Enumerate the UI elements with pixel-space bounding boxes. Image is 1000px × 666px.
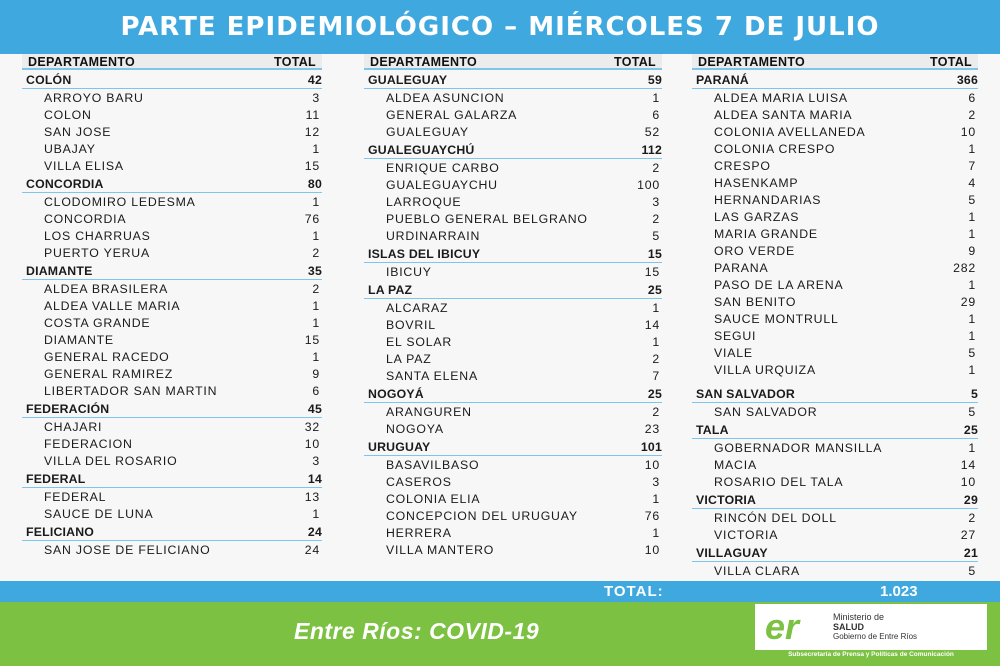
header-departamento: DEPARTAMENTO [28,55,136,69]
locality-name: VILLA MANTERO [386,542,495,557]
locality-row [692,140,978,157]
locality-row [692,157,978,174]
locality-count: 7 [968,158,976,173]
locality-name: MACIA [714,457,757,472]
department-name: VILLAGUAY [696,545,768,560]
logo-line-1: Ministerio de [833,612,885,622]
locality-row [22,348,322,365]
locality-row [692,562,978,579]
column-header [692,54,978,70]
locality-name: CLODOMIRO LEDESMA [44,194,196,209]
locality-row [22,331,322,348]
department-name: CONCORDIA [26,176,104,191]
locality-row [364,227,662,244]
locality-count: 1 [652,491,660,506]
locality-count: 10 [960,474,976,489]
locality-count: 1 [968,226,976,241]
department-row [22,262,322,280]
locality-count: 7 [652,368,660,383]
locality-count: 4 [968,175,976,190]
locality-name: ARROYO BARU [44,90,144,105]
locality-name: EL SOLAR [386,334,453,349]
locality-name: GOBERNADOR MANSILLA [714,440,883,455]
locality-count: 1 [968,277,976,292]
locality-name: PARANA [714,260,769,275]
locality-row [364,333,662,350]
locality-name: VILLA ELISA [44,158,124,173]
locality-count: 2 [652,211,660,226]
locality-row [692,344,978,361]
locality-name: ROSARIO DEL TALA [714,474,844,489]
department-total: 42 [307,72,322,87]
locality-count: 1 [968,362,976,377]
locality-name: BOVRIL [386,317,436,332]
locality-count: 23 [644,421,660,436]
title-banner [0,0,1000,54]
locality-count: 27 [960,527,976,542]
locality-count: 1 [968,209,976,224]
locality-row [22,418,322,435]
locality-name: RINCÓN DEL DOLL [714,510,837,525]
department-row [692,544,978,562]
locality-count: 3 [652,194,660,209]
locality-name: COLONIA AVELLANEDA [714,124,866,139]
department-name: GUALEGUAY [368,72,448,87]
department-total: 24 [307,524,322,539]
er-logo-mark: er [765,606,800,647]
locality-count: 76 [304,211,320,226]
footer-tagline: Entre Ríos: COVID-19 [294,618,540,644]
locality-row [22,365,322,382]
locality-name: SAUCE DE LUNA [44,506,154,521]
locality-name: ENRIQUE CARBO [386,160,500,175]
locality-name: GUALEGUAY [386,124,469,139]
locality-row [692,526,978,543]
locality-name: GENERAL RACEDO [44,349,170,364]
locality-name: PUERTO YERUA [44,245,150,260]
column-header [22,54,322,70]
locality-row [692,293,978,310]
locality-name: COSTA GRANDE [44,315,151,330]
department-name: URUGUAY [368,439,431,454]
locality-row [692,225,978,242]
department-row [692,71,978,89]
locality-count: 5 [968,563,976,578]
department-total: 21 [963,545,978,560]
locality-count: 1 [968,440,976,455]
department-row [364,438,662,456]
department-total: 25 [647,386,662,401]
locality-name: CRESPO [714,158,771,173]
locality-name: ALCARAZ [386,300,449,315]
locality-row [692,259,978,276]
locality-name: SAN JOSE DE FELICIANO [44,542,211,557]
header-total: TOTAL [273,55,316,69]
locality-name: ALDEA MARIA LUISA [714,90,848,105]
locality-count: 1 [312,194,320,209]
locality-row [364,367,662,384]
locality-row [22,297,322,314]
locality-row [364,316,662,333]
locality-row [22,435,322,452]
locality-name: FEDERACION [44,436,133,451]
department-name: FEDERACIÓN [26,401,110,416]
locality-row [364,473,662,490]
department-row [364,71,662,89]
locality-count: 2 [312,281,320,296]
locality-row [364,456,662,473]
department-total: 25 [963,422,978,437]
locality-row [364,403,662,420]
locality-name: UBAJAY [44,141,96,156]
department-row [22,470,322,488]
locality-count: 1 [652,334,660,349]
locality-count: 24 [304,542,320,557]
locality-count: 1 [652,525,660,540]
locality-row [364,490,662,507]
department-row [364,281,662,299]
locality-name: COLON [44,107,92,122]
locality-name: HERRERA [386,525,452,540]
locality-row [22,488,322,505]
locality-count: 14 [960,457,976,472]
locality-name: VILLA DEL ROSARIO [44,453,178,468]
locality-row [364,210,662,227]
locality-count: 32 [304,419,320,434]
locality-count: 5 [968,192,976,207]
locality-row [22,314,322,331]
locality-name: CONCORDIA [44,211,127,226]
department-name: COLÓN [26,72,72,87]
locality-count: 2 [652,404,660,419]
locality-count: 14 [644,317,660,332]
locality-name: GUALEGUAYCHU [386,177,498,192]
department-total: 101 [640,439,662,454]
locality-row [22,193,322,210]
locality-count: 1 [652,90,660,105]
locality-row [692,106,978,123]
department-total: 59 [647,72,662,87]
logo-strip: Subsecretaría de Prensa y Políticas de Comunicación [755,650,987,660]
locality-count: 10 [644,542,660,557]
locality-name: HASENKAMP [714,175,799,190]
locality-row [22,541,322,558]
locality-count: 1 [312,298,320,313]
logo-line-2: SALUD [833,622,864,632]
column-1 [22,54,322,558]
locality-name: CONCEPCION DEL URUGUAY [386,508,578,523]
locality-count: 15 [304,332,320,347]
locality-count: 1 [968,328,976,343]
locality-count: 76 [644,508,660,523]
locality-count: 9 [968,243,976,258]
locality-name: SAN JOSE [44,124,112,139]
locality-count: 5 [652,228,660,243]
department-row [22,400,322,418]
locality-count: 10 [960,124,976,139]
locality-name: GENERAL GALARZA [386,107,518,122]
locality-row [364,263,662,280]
locality-row [692,456,978,473]
locality-row [364,193,662,210]
locality-name: BASAVILBASO [386,457,480,472]
locality-count: 3 [312,90,320,105]
department-total: 15 [647,246,662,261]
locality-name: DIAMANTE [44,332,114,347]
department-name: GUALEGUAYCHÚ [368,142,475,157]
locality-name: SANTA ELENA [386,368,478,383]
locality-count: 2 [968,510,976,525]
locality-row [22,382,322,399]
locality-count: 52 [644,124,660,139]
logo-line-3: Gobierno de Entre Ríos [833,632,918,641]
department-name: DIAMANTE [26,263,93,278]
locality-row [692,327,978,344]
locality-name: SAN BENITO [714,294,797,309]
department-row [692,385,978,403]
locality-name: FEDERAL [44,489,107,504]
locality-row [364,89,662,106]
locality-name: ORO VERDE [714,243,795,258]
header-total: TOTAL [613,55,656,69]
locality-row [692,361,978,378]
locality-row [692,191,978,208]
locality-name: VICTORIA [714,527,779,542]
total-bar [0,581,1000,602]
locality-count: 1 [968,311,976,326]
locality-name: SAUCE MONTRULL [714,311,839,326]
department-row [692,421,978,439]
department-name: FEDERAL [26,471,86,486]
locality-name: VILLA CLARA [714,563,801,578]
locality-row [364,106,662,123]
department-name: FELICIANO [26,524,95,539]
locality-count: 2 [312,245,320,260]
locality-count: 2 [968,107,976,122]
department-name: ISLAS DEL IBICUY [368,246,481,261]
locality-count: 13 [304,489,320,504]
locality-count: 2 [652,351,660,366]
locality-count: 1 [312,315,320,330]
department-row [22,523,322,541]
locality-row [22,140,322,157]
locality-count: 10 [304,436,320,451]
locality-count: 15 [644,264,660,279]
locality-row [692,123,978,140]
locality-row [692,174,978,191]
locality-name: ALDEA VALLE MARIA [44,298,181,313]
department-row [22,175,322,193]
total-label: TOTAL: [604,583,664,600]
locality-row [692,276,978,293]
locality-name: ARANGUREN [386,404,472,419]
locality-name: CHAJARI [44,419,103,434]
locality-name: LAS GARZAS [714,209,800,224]
locality-count: 15 [304,158,320,173]
locality-name: ALDEA SANTA MARIA [714,107,853,122]
total-value: 1.023 [880,583,918,600]
department-total: 45 [307,401,322,416]
locality-name: URDINARRAIN [386,228,481,243]
locality-name: PUEBLO GENERAL BELGRANO [386,211,588,226]
locality-count: 5 [968,404,976,419]
column-3 [692,54,978,596]
locality-row [364,176,662,193]
locality-count: 1 [312,506,320,521]
locality-row [692,439,978,456]
locality-count: 1 [652,300,660,315]
locality-count: 11 [305,107,320,122]
locality-row [364,541,662,558]
page-title: PARTE EPIDEMIOLÓGICO – MIÉRCOLES 7 DE JULIO [120,12,880,42]
locality-name: COLONIA CRESPO [714,141,836,156]
locality-name: IBICUY [386,264,432,279]
department-name: SAN SALVADOR [696,386,795,401]
locality-name: LOS CHARRUAS [44,228,151,243]
locality-row [692,242,978,259]
locality-count: 12 [304,124,320,139]
header-departamento: DEPARTAMENTO [698,55,806,69]
locality-count: 100 [637,177,660,192]
department-total: 14 [307,471,322,486]
locality-count: 29 [960,294,976,309]
locality-row [364,159,662,176]
locality-row [692,509,978,526]
locality-row [22,505,322,522]
department-total: 366 [956,72,978,87]
locality-name: LIBERTADOR SAN MARTIN [44,383,218,398]
department-total: 29 [963,492,978,507]
column-2 [364,54,662,558]
locality-count: 1 [968,141,976,156]
locality-count: 10 [644,457,660,472]
locality-count: 6 [312,383,320,398]
header-total: TOTAL [929,55,972,69]
header-departamento: DEPARTAMENTO [370,55,478,69]
locality-row [22,280,322,297]
locality-count: 2 [652,160,660,175]
locality-name: ALDEA BRASILERA [44,281,169,296]
department-row [22,71,322,89]
locality-row [364,524,662,541]
locality-row [364,420,662,437]
locality-count: 1 [312,228,320,243]
locality-name: ALDEA ASUNCION [386,90,505,105]
locality-count: 6 [968,90,976,105]
department-row [364,141,662,159]
locality-name: SEGUI [714,328,757,343]
locality-name: HERNANDARIAS [714,192,822,207]
locality-name: COLONIA ELIA [386,491,481,506]
department-name: VICTORIA [696,492,757,507]
department-name: LA PAZ [368,282,413,297]
locality-row [364,507,662,524]
locality-row [692,473,978,490]
department-row [364,385,662,403]
locality-row [692,310,978,327]
locality-row [22,210,322,227]
locality-count: 3 [652,474,660,489]
locality-row [22,106,322,123]
locality-count: 6 [652,107,660,122]
department-row [364,245,662,263]
ministry-logo [755,604,987,660]
locality-name: VIALE [714,345,753,360]
locality-row [22,452,322,469]
department-name: TALA [696,422,729,437]
locality-name: SAN SALVADOR [714,404,818,419]
locality-row [22,157,322,174]
locality-row [364,299,662,316]
locality-count: 9 [312,366,320,381]
locality-name: MARIA GRANDE [714,226,818,241]
department-total: 25 [647,282,662,297]
locality-row [692,403,978,420]
locality-name: GENERAL RAMIREZ [44,366,174,381]
locality-name: LA PAZ [386,351,432,366]
department-total: 80 [307,176,322,191]
locality-row [22,89,322,106]
locality-count: 1 [312,349,320,364]
locality-name: PASO DE LA ARENA [714,277,844,292]
locality-name: CASEROS [386,474,452,489]
locality-row [22,227,322,244]
department-name: PARANÁ [696,72,749,87]
locality-count: 282 [953,260,976,275]
locality-row [22,244,322,261]
locality-name: LARROQUE [386,194,462,209]
department-total: 112 [641,142,662,157]
locality-row [364,350,662,367]
locality-name: NOGOYA [386,421,444,436]
locality-name: VILLA URQUIZA [714,362,816,377]
locality-row [22,123,322,140]
column-header [364,54,662,70]
department-total: 35 [307,263,322,278]
locality-row [692,89,978,106]
locality-row [692,208,978,225]
locality-count: 3 [312,453,320,468]
locality-count: 1 [312,141,320,156]
department-name: NOGOYÁ [368,386,424,401]
locality-count: 5 [968,345,976,360]
locality-row [364,123,662,140]
department-total: 5 [970,386,978,401]
department-row [692,491,978,509]
